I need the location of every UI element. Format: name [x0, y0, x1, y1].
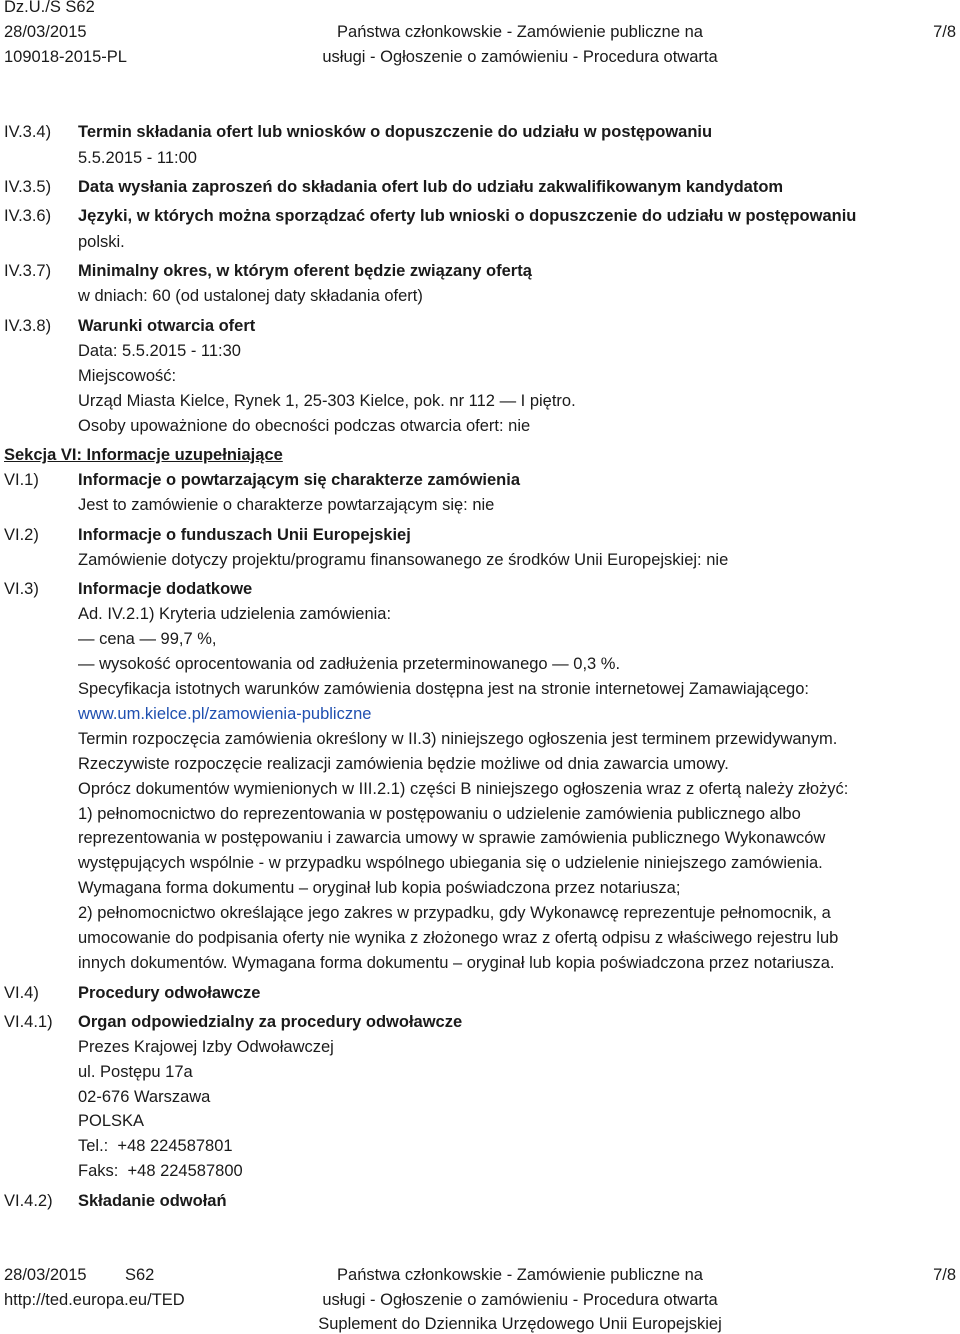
- additional-info-line: Oprócz dokumentów wymienionych w III.2.1) części B niniejszego ogłoszenia wraz z ofertą należy złożyć:: [78, 780, 849, 798]
- section-number: VI.2): [4, 526, 39, 544]
- footer-series: S62: [125, 1266, 155, 1284]
- header-date: 28/03/2015: [4, 23, 87, 41]
- section-number: VI.4): [4, 984, 39, 1002]
- review-body-country: POLSKA: [78, 1112, 145, 1130]
- section-title: Organ odpowiedzialny za procedury odwoławcze: [78, 1013, 463, 1031]
- section-number: IV.3.8): [4, 317, 52, 335]
- section-title: Składanie odwołań: [78, 1192, 227, 1210]
- header-title-line1: Państwa członkowskie - Zamówienie publiczne na: [337, 23, 703, 41]
- specification-link[interactable]: www.um.kielce.pl/zamowienia-publiczne: [78, 705, 372, 723]
- additional-info-line: — wysokość oprocentowania od zadłużenia przeterminowanego — 0,3 %.: [78, 655, 621, 673]
- notice-number: 109018-2015-PL: [4, 48, 127, 66]
- additional-info-line: 2) pełnomocnictwo określające jego zakres w przypadku, gdy Wykonawcę reprezentuje pełnomocnik, a: [78, 904, 831, 922]
- section-value: polski.: [78, 233, 125, 251]
- opening-place: Urząd Miasta Kielce, Rynek 1, 25-303 Kielce, pok. nr 112 — I piętro.: [78, 392, 576, 410]
- section-title: Minimalny okres, w którym oferent będzie związany ofertą: [78, 262, 532, 280]
- footer-date: 28/03/2015: [4, 1266, 87, 1284]
- review-body-name: Prezes Krajowej Izby Odwoławczej: [78, 1038, 334, 1056]
- review-body-phone: Tel.: +48 224587801: [78, 1137, 233, 1155]
- footer-page-number: 7/8: [933, 1266, 956, 1284]
- section-title: Procedury odwoławcze: [78, 984, 261, 1002]
- additional-info-line: Termin rozpoczęcia zamówienia określony w II.3) niniejszego ogłoszenia jest terminem przewidywanym.: [78, 730, 838, 748]
- additional-info-line: Specyfikacja istotnych warunków zamówienia dostępna jest na stronie internetowej Zamawiającego:: [78, 680, 809, 698]
- section-title: Informacje dodatkowe: [78, 580, 253, 598]
- section-number: IV.3.6): [4, 207, 52, 225]
- section-value: 5.5.2015 - 11:00: [78, 149, 197, 167]
- section-value: Jest to zamówienie o charakterze powtarzającym się: nie: [78, 496, 495, 514]
- additional-info-line: występujących wspólnie - w przypadku wspólnego ubiegania się o udzielenie niniejszego zamówienia.: [78, 854, 823, 872]
- section-number: IV.3.4): [4, 123, 52, 141]
- review-body-street: ul. Postępu 17a: [78, 1063, 193, 1081]
- additional-info-line: umocowanie do podpisania oferty nie wynika z złożonego wraz z ofertą odpisu z właściwego rejestru lub: [78, 929, 839, 947]
- opening-place-label: Miejscowość:: [78, 367, 177, 385]
- additional-info-line: innych dokumentów. Wymagana forma dokumentu – oryginał lub kopia poświadczona przez notariusza.: [78, 954, 835, 972]
- section-number: VI.4.2): [4, 1192, 53, 1210]
- header-title-line2: usługi - Ogłoszenie o zamówieniu - Procedura otwarta: [322, 48, 718, 66]
- section-number: VI.4.1): [4, 1013, 53, 1031]
- additional-info-line: reprezentowania w postępowaniu i zawarcia umowy w sprawie zamówienia publicznego Wykonawców: [78, 829, 826, 847]
- section-heading: Sekcja VI: Informacje uzupełniające: [4, 446, 283, 464]
- opening-attendance: Osoby upoważnione do obecności podczas otwarcia ofert: nie: [78, 417, 531, 435]
- section-number: IV.3.5): [4, 178, 52, 196]
- section-title: Informacje o powtarzającym się charakterze zamówienia: [78, 471, 521, 489]
- additional-info-line: — cena — 99,7 %,: [78, 630, 217, 648]
- footer-title-line2: usługi - Ogłoszenie o zamówieniu - Procedura otwarta: [322, 1291, 718, 1309]
- review-body-city: 02-676 Warszawa: [78, 1088, 211, 1106]
- opening-date: Data: 5.5.2015 - 11:30: [78, 342, 241, 360]
- section-title: Termin składania ofert lub wniosków o dopuszczenie do udziału w postępowaniu: [78, 123, 713, 141]
- section-number: IV.3.7): [4, 262, 52, 280]
- section-number: VI.3): [4, 580, 39, 598]
- section-title: Języki, w których można sporządzać oferty lub wnioski o dopuszczenie do udziału w postępowaniu: [78, 207, 857, 225]
- section-value: w dniach: 60 (od ustalonej daty składania ofert): [78, 287, 423, 305]
- additional-info-line: Rzeczywiste rozpoczęcie realizacji zamówienia będzie możliwe od dnia zawarcia umowy.: [78, 755, 729, 773]
- journal-ref: Dz.U./S S62: [4, 0, 95, 16]
- footer-supplement: Suplement do Dziennika Urzędowego Unii Europejskiej: [318, 1315, 722, 1333]
- additional-info-line: Ad. IV.2.1) Kryteria udzielenia zamówienia:: [78, 605, 392, 623]
- section-title: Warunki otwarcia ofert: [78, 317, 256, 335]
- section-number: VI.1): [4, 471, 39, 489]
- header-page-number: 7/8: [933, 23, 956, 41]
- footer-title-line1: Państwa członkowskie - Zamówienie publiczne na: [337, 1266, 703, 1284]
- additional-info-line: Wymagana forma dokumentu – oryginał lub kopia poświadczona przez notariusza;: [78, 879, 681, 897]
- review-body-fax: Faks: +48 224587800: [78, 1162, 243, 1180]
- section-value: Zamówienie dotyczy projektu/programu finansowanego ze środków Unii Europejskiej: nie: [78, 551, 729, 569]
- section-title: Informacje o funduszach Unii Europejskiej: [78, 526, 411, 544]
- section-title: Data wysłania zaproszeń do składania ofert lub do udziału zakwalifikowanym kandydatom: [78, 178, 784, 196]
- footer-url[interactable]: http://ted.europa.eu/TED: [4, 1291, 185, 1309]
- additional-info-line: 1) pełnomocnictwo do reprezentowania w postępowaniu o udzielenie zamówienia publicznego albo: [78, 805, 801, 823]
